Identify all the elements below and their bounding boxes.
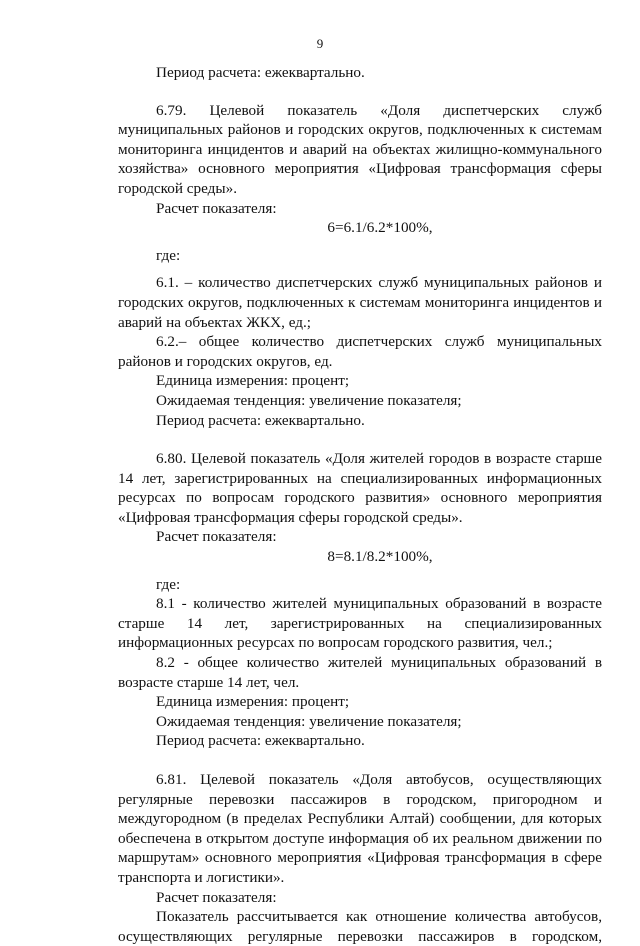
paragraph-19: 6.81. Целевой показатель «Доля автобусов, осуществляющих регулярные перевозки пассажиров в городском, пригородном и междугородном (в пределах Республики Алтай) сообщении, для которых обеспечена в открытом доступе информация об их реальном движении по маршрутам» основного мероприятия «Цифровая трансформация в сфере транспорта и логистики». (118, 771, 602, 886)
document-body (118, 63, 602, 946)
paragraph-1: 6.79. Целевой показатель «Доля диспетчерских служб муниципальных районов и городских округов, подключенных к системам мониторинга инцидентов и аварий на объектах жилищно-коммунального хозяйства» основного мероприятия «Цифровая трансформация сферы городской среды». (118, 101, 602, 197)
line-8: Ожидаемая тенденция: увеличение показателя; (156, 391, 462, 409)
paragraph-14: 8.1 - количество жителей муниципальных образований в возрасте старше 14 лет, зарегистрированных на специализированных информационных ресурсах по вопросам городского развития, чел.; (118, 595, 602, 652)
line-9: Период расчета: ежеквартально. (156, 411, 365, 429)
paragraph-10: 6.80. Целевой показатель «Доля жителей городов в возрасте старше 14 лет, зарегистрированных на специализированных информационных ресурсах по вопросам городского развития» основного мероприятия «Цифровая трансформация сферы городской среды». (118, 450, 602, 526)
paragraph-6: 6.2.– общее количество диспетчерских служб муниципальных районов и городских округов, ед. (118, 333, 602, 370)
formula-12: 8=8.1/8.2*100%, (327, 548, 433, 566)
line-18: Период расчета: ежеквартально. (156, 732, 365, 750)
paragraph-5: 6.1. – количество диспетчерских служб муниципальных районов и городских округов, подключенных к системам мониторинга инцидентов и аварий на объектах ЖКХ, ед.; (118, 274, 602, 331)
page-number: 9 (316, 36, 324, 51)
paragraph-21: Показатель рассчитывается как отношение количества автобусов, осуществляющих регулярные перевозки пассажиров в городском, (118, 908, 602, 945)
line-2: Расчет показателя: (156, 199, 277, 217)
paragraph-15: 8.2 - общее количество жителей муниципальных образований в возрасте старше 14 лет, чел. (118, 654, 602, 691)
line-16: Единица измерения: процент; (156, 693, 350, 711)
line-7: Единица измерения: процент; (156, 372, 350, 390)
formula-3: 6=6.1/6.2*100%, (327, 219, 433, 237)
line-17: Ожидаемая тенденция: увеличение показателя; (156, 712, 462, 730)
line-20: Расчет показателя: (156, 888, 277, 906)
line-0: Период расчета: ежеквартально. (156, 64, 365, 81)
line-4: где: (156, 246, 181, 264)
line-13: где: (156, 575, 181, 593)
line-11: Расчет показателя: (156, 528, 277, 546)
